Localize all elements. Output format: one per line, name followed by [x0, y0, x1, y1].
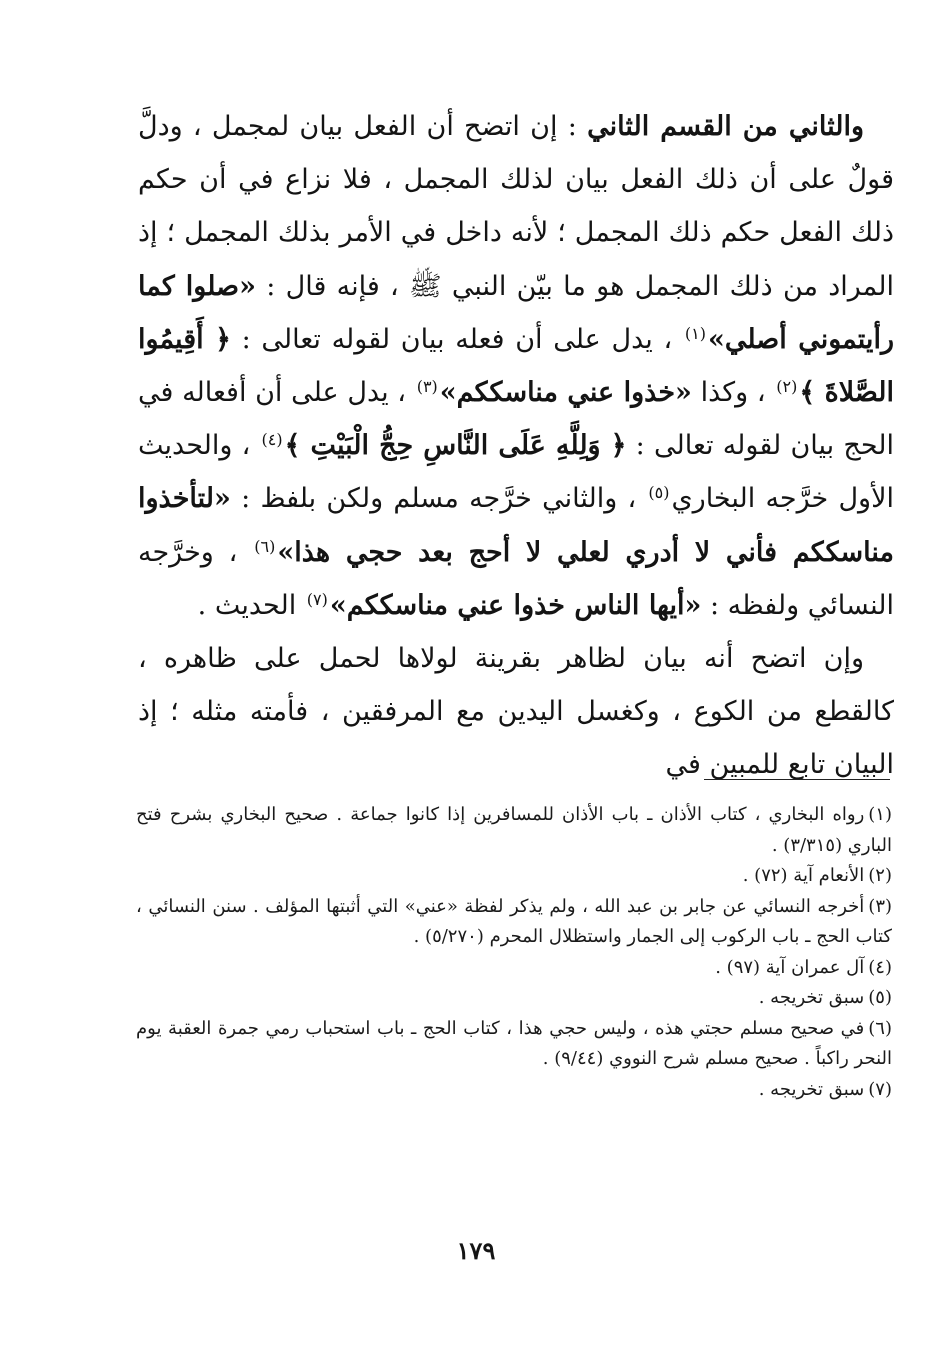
footnote-3	[136, 892, 892, 953]
text-run: ، يدل على أن أفعاله في الحج بيان لقوله تعالى :	[138, 377, 894, 462]
paragraph-2: وإن اتضح أنه بيان لظاهر بقرينة لولاها لحمل على ظاهره ، كالقطع من الكوع ، وكغسل اليدين مع المرفقين ، فأمته مثله ؛ إذ البيان تابع للمبين في	[138, 643, 894, 781]
text-run: ، وخرَّجه النسائي ولفظه :	[138, 536, 894, 621]
footnote-ref: (٣)	[416, 377, 438, 397]
paragraph-1	[138, 100, 894, 632]
footnote-1	[136, 800, 892, 861]
text-run: ، وكذا	[691, 377, 775, 409]
hadith-quote: «صلوا كما رأيتموني أصلي»	[138, 270, 894, 355]
footnote-number: (٤)	[868, 956, 892, 978]
footnote-text: آل عمران آية (٩٧) .	[715, 956, 865, 978]
footnote-4	[136, 953, 892, 984]
main-text	[138, 100, 894, 792]
footnote-number: (٧)	[868, 1078, 892, 1100]
footnote-ref: (٢)	[776, 377, 798, 397]
footnote-text: سبق تخريجه .	[758, 1078, 865, 1100]
footnote-number: (٦)	[868, 1017, 892, 1039]
footnote-number: (١)	[868, 804, 892, 825]
footnote-ref: (٥)	[648, 483, 670, 503]
footnote-5	[136, 983, 892, 1014]
footnote-text: أخرجه النسائي عن جابر بن عبد الله ، ولم يذكر لفظة «عني» التي أثبتها المؤلف . سنن النسائي ، كتاب الحج ـ باب الركوب إلى الجمار واستظلال المحرم (٥/٢٧٠) .	[136, 895, 892, 947]
section-heading: والثاني من القسم الثاني	[587, 111, 864, 142]
footnote-text: سبق تخريجه .	[758, 987, 865, 1008]
footnote-number: (٥)	[868, 987, 892, 1008]
text-run: ، والحديث الأول خرَّجه البخاري	[138, 430, 894, 515]
quran-verse: ﴿ أَقِيمُوا الصَّلاةَ ﴾	[138, 323, 895, 409]
footnote-number: (٣)	[868, 895, 893, 917]
footnote-ref: (١)	[684, 323, 706, 343]
footnote-6	[136, 1014, 892, 1075]
hadith-quote: «خذوا عني مناسككم»	[439, 377, 692, 409]
footnote-ref: (٦)	[254, 536, 276, 556]
footnote-divider	[704, 779, 890, 780]
footnotes	[136, 800, 892, 1105]
footnote-ref: (٧)	[306, 589, 328, 609]
footnote-2	[136, 861, 892, 892]
text-run: الحديث .	[197, 589, 305, 621]
footnote-text: رواه البخاري ، كتاب الأذان ـ باب الأذان للمسافرين إذا كانوا جماعة . صحيح البخاري بشرح فتح الباري (٣/٣١٥) .	[136, 804, 892, 856]
text-run: ، والثاني خرَّجه مسلم ولكن بلفظ :	[230, 483, 647, 515]
text-run: : إن اتضح أن الفعل بيان لمجمل ، ودلَّ قولٌ على أن ذلك الفعل بيان لذلك المجمل ، فلا نزاع في أن حكم ذلك الفعل حكم ذلك المجمل ؛ لأنه داخل في الأمر بذلك المجمل ؛ إذ المراد من ذلك المجمل هو ما بيّن النبي ﷺ ، فإنه قال :	[138, 111, 894, 302]
footnote-number: (٢)	[868, 865, 892, 886]
footnote-ref: (٤)	[261, 430, 283, 450]
text-run: ، يدل على أن فعله بيان لقوله تعالى :	[230, 323, 683, 355]
footnote-text: في صحيح مسلم حجتي هذه ، وليس حجي هذا ، كتاب الحج ـ باب استحباب رمي جمرة العقبة يوم النحر راكباً . صحيح مسلم شرح النووي (٩/٤٤) .	[136, 1017, 892, 1069]
footnote-text: الأنعام آية (٧٢) .	[742, 865, 865, 886]
quran-verse: ﴿ وَلِلَّهِ عَلَى النَّاسِ حِجُّ الْبَيْتِ ﴾	[284, 430, 627, 462]
page-number: ١٧٩	[456, 1236, 496, 1265]
hadith-quote: «لتأخذوا مناسككم فأني لا أدري لعلي لا أحج بعد حجي هذا»	[138, 483, 895, 568]
hadith-quote: «أيها الناس خذوا عني مناسككم»	[329, 589, 702, 621]
footnote-7	[136, 1075, 892, 1106]
